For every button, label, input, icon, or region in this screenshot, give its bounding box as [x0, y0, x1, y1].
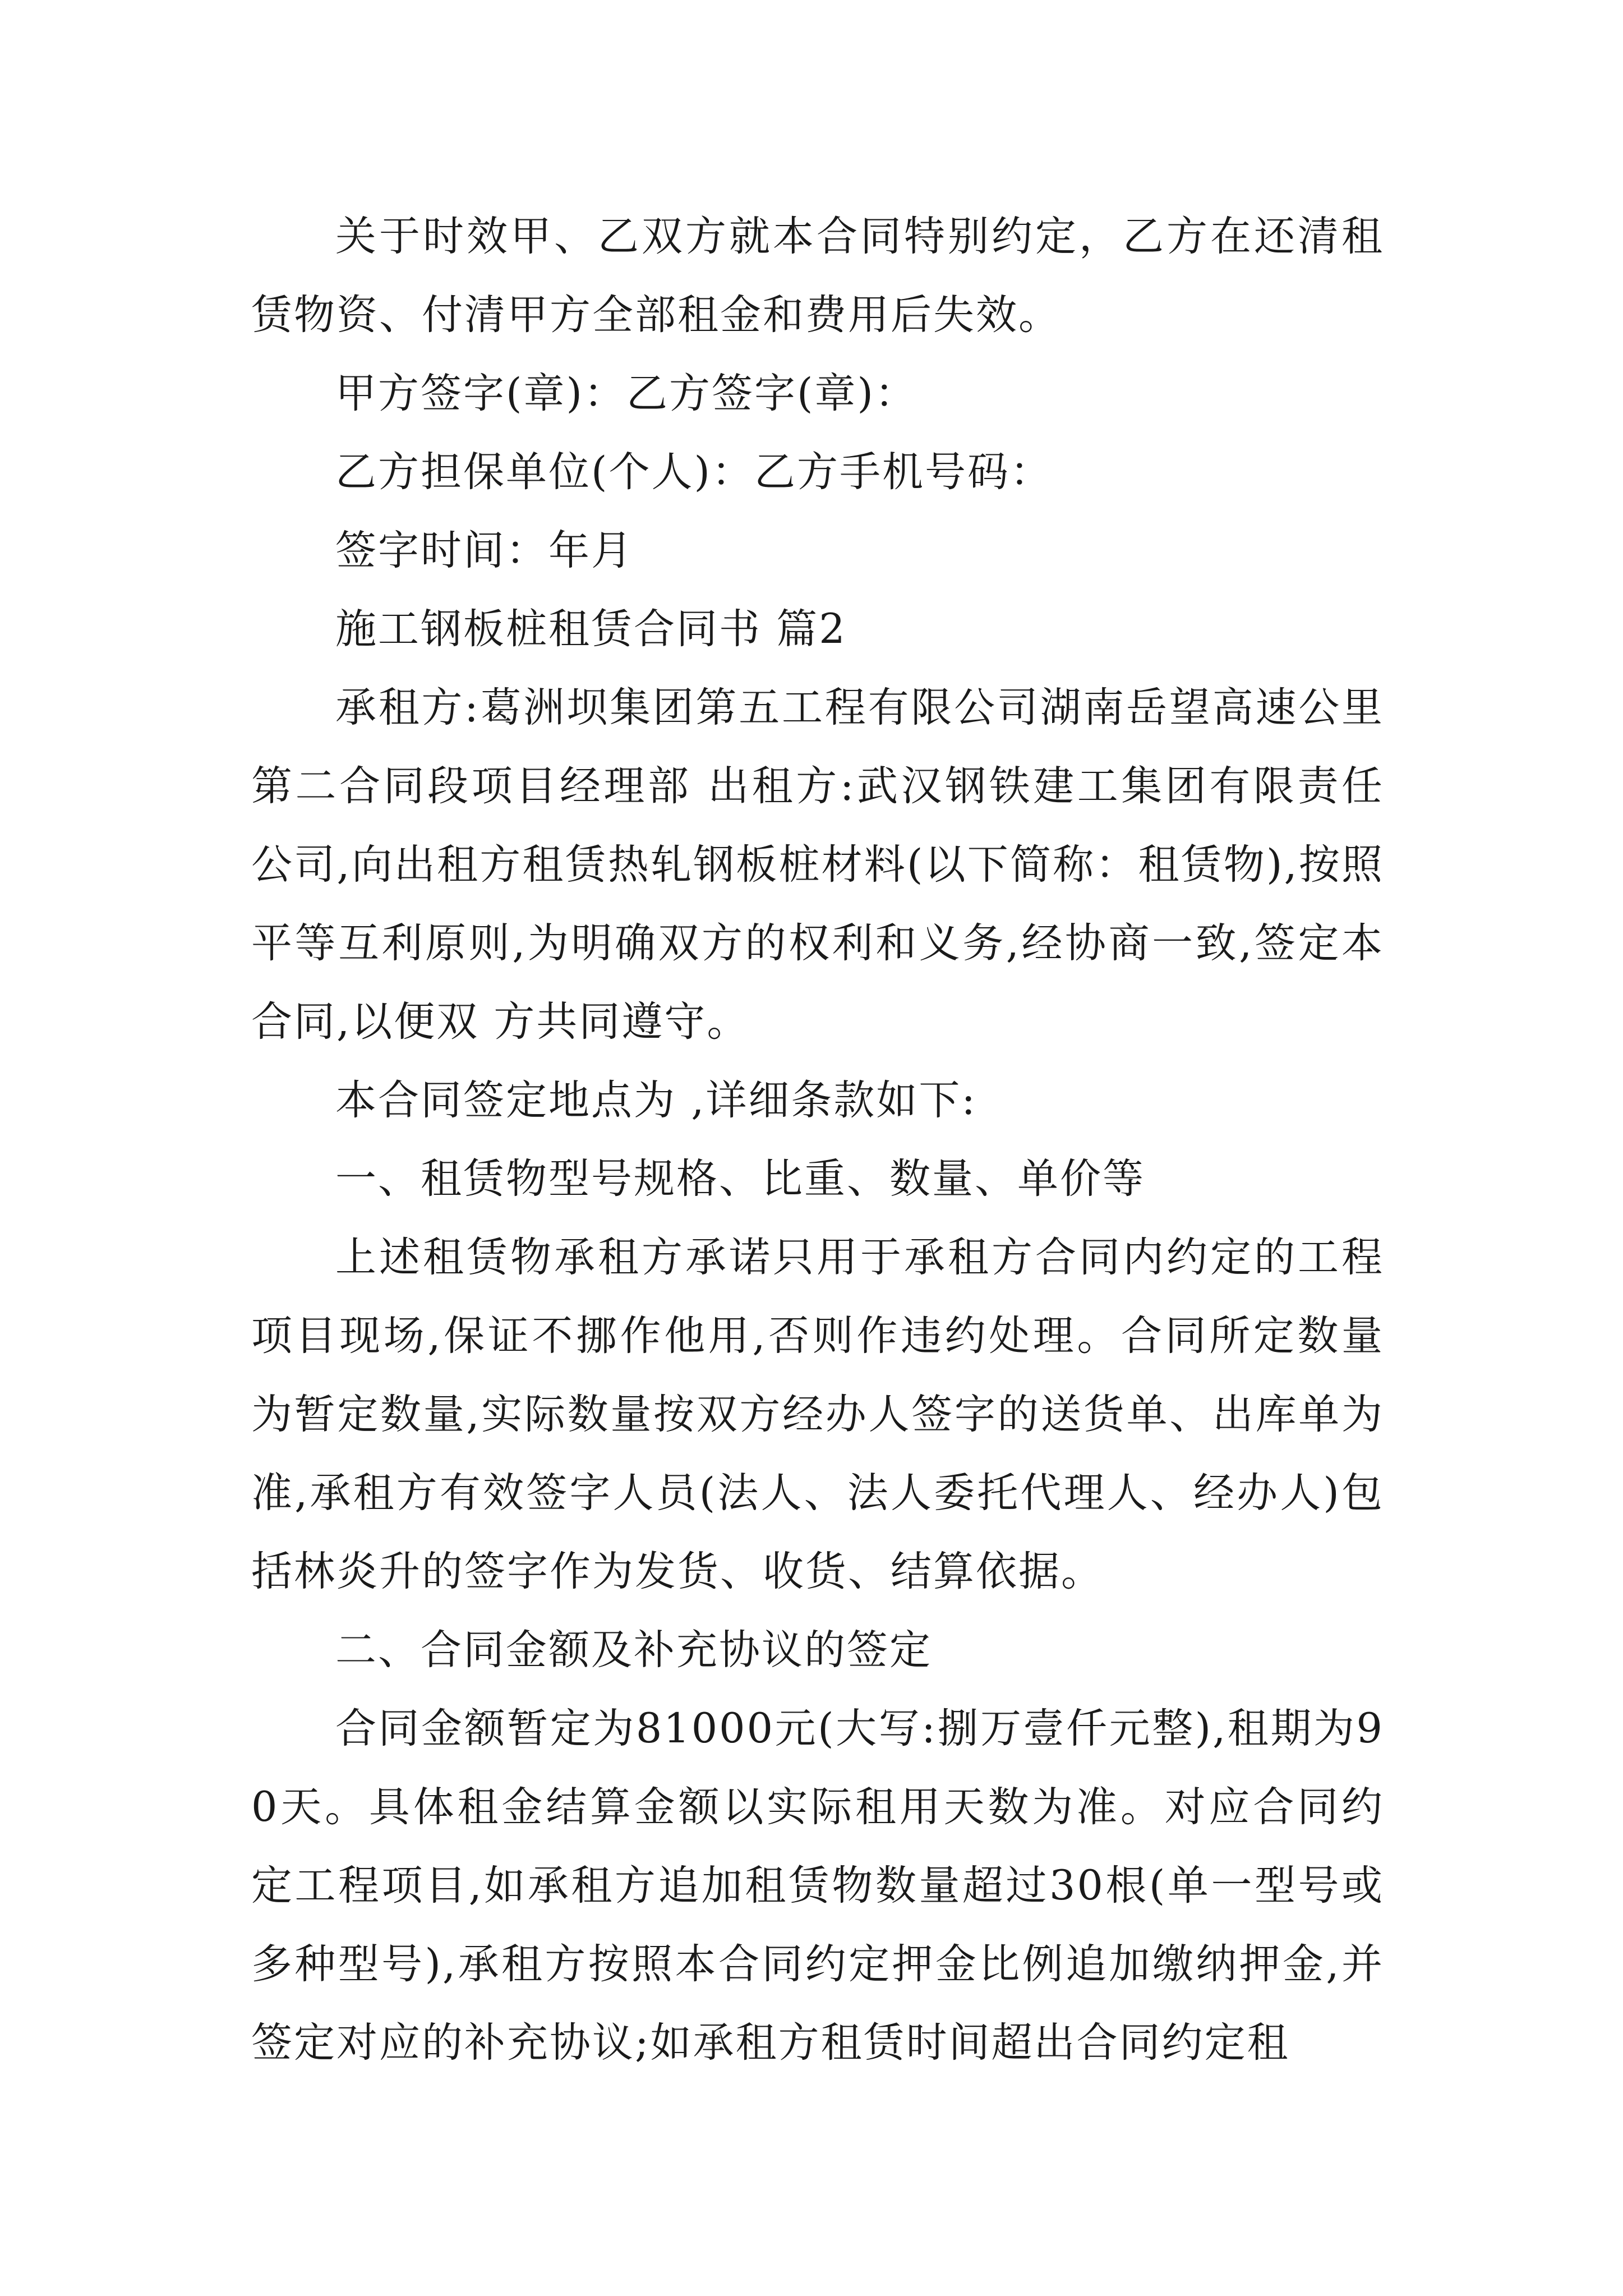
paragraph-validity: 关于时效甲、乙双方就本合同特别约定，乙方在还清租赁物资、付清甲方全部租金和费用后失效。 — [251, 213, 1384, 339]
clause-heading-2: 二、合同金额及补充协议的签定 — [335, 1626, 932, 1674]
paragraph-usage: 上述租赁物承租方承诺只用于承租方合同内约定的工程项目现场,保证不挪作他用,否则作违约处理。合同所定数量为暂定数量,实际数量按双方经办人签字的送货单、出库单为准,承租方有效签字人员(法人、法人委托代理人、经办人)包括林炎升的签字作为发货、收货、结算依据。 — [251, 1234, 1384, 1595]
paragraph-parties: 承租方:葛洲坝集团第五工程有限公司湖南岳望高速公里第二合同段项目经理部 出租方:武汉钢铁建工集团有限责任公司,向出租方租赁热轧钢板桩材料(以下简称：租赁物),按照平等互利原则,为明确双方的权利和义务,经协商一致,签定本合同,以便双 方共同遵守。 — [251, 684, 1384, 1046]
paragraph-amount: 合同金额暂定为81000元(大写:捌万壹仟元整),租期为90天。具体租金结算金额以实际租用天数为准。对应合同约定工程项目,如承租方追加租赁物数量超过30根(单一型号或多种型号),承租方按照本合同约定押金比例追加缴纳押金,并签定对应的补充协议;如承租方租赁时间超出合同约定租 — [251, 1705, 1384, 2067]
paragraph-guarantor: 乙方担保单位(个人)：乙方手机号码： — [335, 448, 1053, 496]
clause-heading-1: 一、租赁物型号规格、比重、数量、单价等 — [335, 1155, 1145, 1203]
section-heading: 施工钢板桩租赁合同书 篇2 — [335, 605, 847, 653]
paragraph-sign-date: 签字时间：年月 — [335, 527, 634, 574]
paragraph-signatures: 甲方签字(章)：乙方签字(章)： — [335, 370, 917, 417]
document-body — [251, 197, 1384, 2082]
paragraph-location: 本合同签定地点为 ,详细条款如下: — [335, 1076, 978, 1124]
